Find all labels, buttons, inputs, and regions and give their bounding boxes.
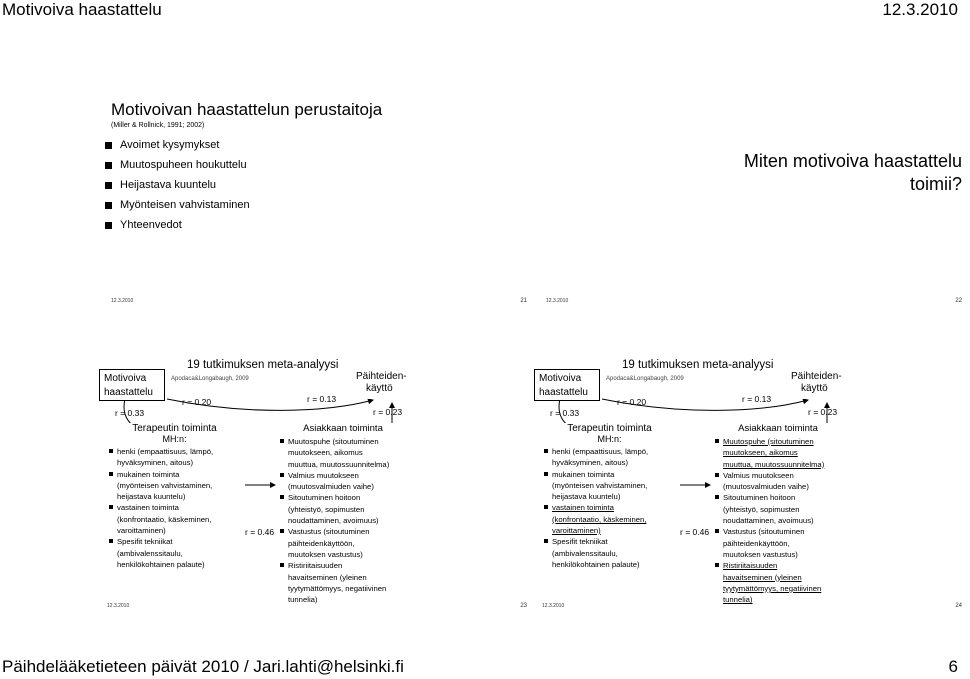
r-therapist-client: r = 0.46 bbox=[245, 527, 275, 537]
meta-title: 19 tutkimuksen meta-analyysi bbox=[187, 359, 339, 371]
slide-date: 12.3.2010 bbox=[107, 603, 130, 609]
list-item: Valmius muutokseen (muutosvalmiuden vaihe) bbox=[713, 470, 843, 493]
slide-date: 12.3.2010 bbox=[546, 298, 569, 304]
r-client-paihde: r = 0.23 bbox=[373, 407, 403, 417]
client-list bbox=[278, 436, 408, 605]
slide-number: 24 bbox=[955, 603, 962, 609]
motivoiva-box: Motivoiva haastattelu bbox=[534, 369, 600, 401]
list-item: vastainen toiminta (konfrontaatio, käskeminen, varoittaminen) bbox=[107, 502, 242, 536]
paihde-box: Päihteiden- käyttö bbox=[352, 369, 418, 399]
list-item: henki (empaattisuus, lämpö, hyväksyminen, aitous) bbox=[107, 446, 242, 469]
r-motivoiva-therapist: r = 0.33 bbox=[115, 408, 145, 418]
list-item: Spesifit tekniikat (ambivalenssitaulu, henkilökohtainen palaute) bbox=[107, 536, 242, 570]
bullet-square-icon bbox=[105, 142, 112, 149]
list-item: mukainen toiminta (myönteisen vahvistaminen, heijastava kuuntelu) bbox=[542, 469, 677, 503]
meta-source: Apodaca&Longabaugh, 2009 bbox=[171, 376, 249, 382]
slide-23 bbox=[95, 355, 535, 623]
list-item: Ristiriitaisuuden havaitseminen (yleinen tyytymättömyys, negatiivinen tunnelia) bbox=[713, 560, 843, 605]
r-therapist-client: r = 0.46 bbox=[680, 527, 710, 537]
r-motivoiva-client: r = 0.20 bbox=[617, 397, 647, 407]
slide-title: Miten motivoiva haastattelu toimii? bbox=[743, 151, 962, 194]
bullet-square-icon bbox=[105, 202, 112, 209]
page-header bbox=[0, 0, 960, 22]
list-item: Heijastava kuuntelu bbox=[105, 175, 250, 195]
list-item: Muutospuheen houkuttelu bbox=[105, 155, 250, 175]
bullet-list bbox=[105, 135, 250, 235]
r-motivoiva-paihde: r = 0.13 bbox=[307, 394, 337, 404]
list-item: Vastustus (sitoutuminen päihteidenkäyttöön, muutoksen vastustus) bbox=[278, 526, 408, 560]
therapist-box: Terapeutin toiminta MH:n: henki (empaattisuus, lämpö, hyväksyminen, aitous) mukainen toiminta (myönteisen vahvistaminen, heijastava kuuntelu) vastainen toiminta (konfrontaatio, käskeminen, varoittaminen) Spesifit tekniikat (ambivalenssitaulu, henkilökohtainen palaute) bbox=[107, 423, 242, 588]
therapist-box: Terapeutin toiminta MH:n: henki (empaattisuus, lämpö, hyväksyminen, aitous) mukainen toiminta (myönteisen vahvistaminen, heijastava kuuntelu) vastainen toiminta (konfrontaatio, käskeminen, varoittaminen) Spesifit tekniikat (ambivalenssitaulu, henkilökohtainen palaute) bbox=[542, 423, 677, 588]
r-client-paihde: r = 0.23 bbox=[808, 407, 838, 417]
list-item: Valmius muutokseen (muutosvalmiuden vaihe) bbox=[278, 470, 408, 493]
meta-source: Apodaca&Longabaugh, 2009 bbox=[606, 376, 684, 382]
footer-credit: Päihdelääketieteen päivät 2010 / Jari.lahti@helsinki.fi bbox=[2, 657, 404, 676]
r-motivoiva-paihde: r = 0.13 bbox=[742, 394, 772, 404]
slide-22 bbox=[530, 62, 970, 330]
list-item: Muutospuhe (sitoutuminen muutokseen, aikomus muuttua, muutossuunnitelma) bbox=[278, 436, 408, 470]
list-item: Ristiriitaisuuden havaitseminen (yleinen tyytymättömyys, negatiivinen tunnelia) bbox=[278, 560, 408, 605]
header-date: 12.3.2010 bbox=[882, 0, 958, 19]
list-item: Vastustus (sitoutuminen päihteidenkäyttöön, muutoksen vastustus) bbox=[713, 526, 843, 560]
list-item: henki (empaattisuus, lämpö, hyväksyminen, aitous) bbox=[542, 446, 677, 469]
bullet-square-icon bbox=[105, 162, 112, 169]
slide-number: 23 bbox=[520, 603, 527, 609]
therapist-list bbox=[107, 446, 242, 570]
slide-date: 12.3.2010 bbox=[111, 298, 134, 304]
slide-21 bbox=[95, 62, 535, 330]
slide-number: 21 bbox=[520, 298, 527, 304]
r-motivoiva-therapist: r = 0.33 bbox=[550, 408, 580, 418]
list-item: Sitoutuminen hoitoon (yhteistyö, sopimusten noudattaminen, avoimuus) bbox=[713, 492, 843, 526]
slide-24 bbox=[530, 355, 970, 623]
client-box: Asiakkaan toiminta Muutospuhe (sitoutuminen muutokseen, aikomus muuttua, muutossuunnitelma) Valmius muutokseen (muutosvalmiuden vaihe) Sitoutuminen hoitoon (yhteistyö, sopimusten noudattaminen, avoimuus) Vastustus (sitoutuminen päihteidenkäyttöön, muutoksen vastustus) Ristiriitaisuuden havaitseminen (yleinen tyytymättömyys, negatiivinen tunnelia) bbox=[713, 423, 843, 613]
list-item: Avoimet kysymykset bbox=[105, 135, 250, 155]
slide-date: 12.3.2010 bbox=[542, 603, 565, 609]
bullet-square-icon bbox=[105, 182, 112, 189]
bullet-square-icon bbox=[105, 222, 112, 229]
list-item: Spesifit tekniikat (ambivalenssitaulu, henkilökohtainen palaute) bbox=[542, 536, 677, 570]
page-footer bbox=[0, 657, 960, 679]
paihde-box: Päihteiden- käyttö bbox=[787, 369, 853, 399]
list-item: Myönteisen vahvistaminen bbox=[105, 195, 250, 215]
list-item: Yhteenvedot bbox=[105, 215, 250, 235]
slide-title: Motivoivan haastattelun perustaitoja bbox=[111, 100, 383, 119]
list-item: vastainen toiminta (konfrontaatio, käskeminen, varoittaminen) bbox=[542, 502, 677, 536]
header-title: Motivoiva haastattelu bbox=[2, 0, 162, 19]
client-box: Asiakkaan toiminta Muutospuhe (sitoutuminen muutokseen, aikomus muuttua, muutossuunnitelma) Valmius muutokseen (muutosvalmiuden vaihe) Sitoutuminen hoitoon (yhteistyö, sopimusten noudattaminen, avoimuus) Vastustus (sitoutuminen päihteidenkäyttöön, muutoksen vastustus) Ristiriitaisuuden havaitseminen (yleinen tyytymättömyys, negatiivinen tunnelia) bbox=[278, 423, 408, 613]
footer-page-number: 6 bbox=[948, 657, 958, 676]
list-item: Muutospuhe (sitoutuminen muutokseen, aikomus muuttua, muutossuunnitelma) bbox=[713, 436, 843, 470]
client-list bbox=[713, 436, 843, 605]
therapist-list bbox=[542, 446, 677, 570]
r-motivoiva-client: r = 0.20 bbox=[182, 397, 212, 407]
list-item: Sitoutuminen hoitoon (yhteistyö, sopimusten noudattaminen, avoimuus) bbox=[278, 492, 408, 526]
slide-number: 22 bbox=[955, 298, 962, 304]
motivoiva-box: Motivoiva haastattelu bbox=[99, 369, 165, 401]
meta-title: 19 tutkimuksen meta-analyysi bbox=[622, 359, 774, 371]
slide-subtitle: (Miller & Rollnick, 1991; 2002) bbox=[111, 122, 205, 129]
list-item: mukainen toiminta (myönteisen vahvistaminen, heijastava kuuntelu) bbox=[107, 469, 242, 503]
